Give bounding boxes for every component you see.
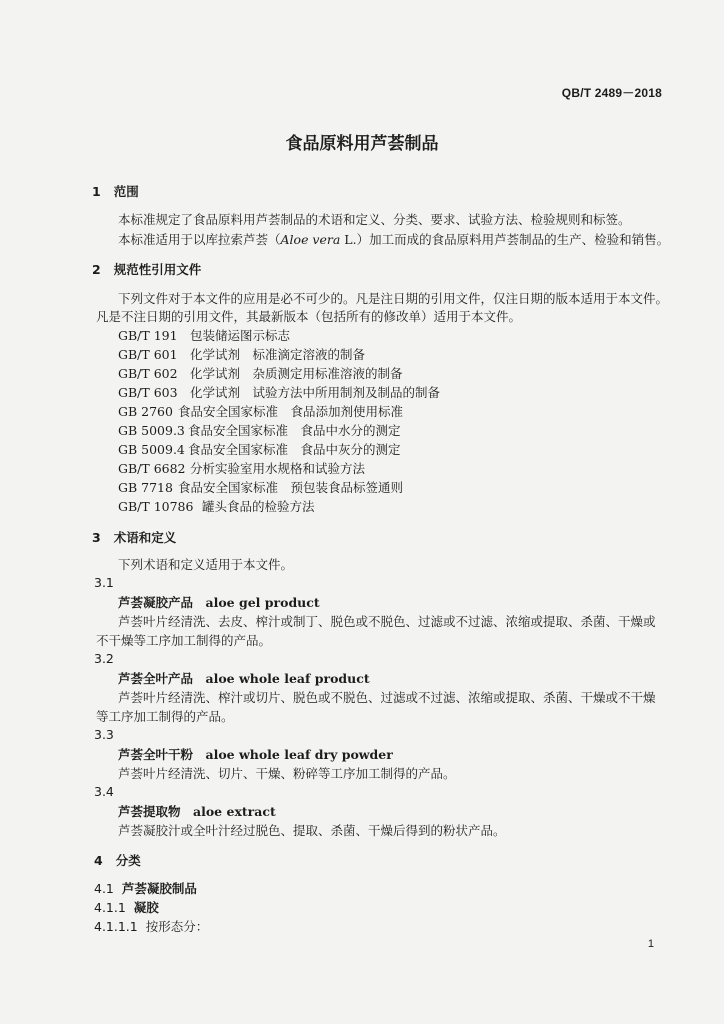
page-number: 1 xyxy=(647,938,654,950)
term-title: 芦荟全叶干粉 aloe whole leaf dry powder xyxy=(118,747,393,762)
term-number: 3.4 xyxy=(94,784,114,799)
ref-item: GB/T 6682 分析实验室用水规格和试验方法 xyxy=(118,461,366,476)
ref-item: GB 5009.3 食品安全国家标准 食品中水分的测定 xyxy=(118,423,401,438)
term-definition: 芦荟叶片经清洗、切片、干燥、粉碎等工序加工制得的产品。 xyxy=(118,766,456,781)
term-definition: 不干燥等工序加工制得的产品。 xyxy=(96,633,272,648)
term-definition: 芦荟叶片经清洗、榨汁或切片、脱色或不脱色、过滤或不过滤、浓缩或提取、杀菌、干燥或不干燥 xyxy=(118,690,656,705)
ref-item: GB 7718 食品安全国家标准 预包装食品标签通则 xyxy=(118,480,404,495)
ref-item: GB 2760 食品安全国家标准 食品添加剂使用标准 xyxy=(118,404,404,419)
ref-item: GB/T 602 化学试剂 杂质测定用标准溶液的制备 xyxy=(118,366,403,381)
term-definition: 芦荟叶片经清洗、去皮、榨汁或制丁、脱色或不脱色、过滤或不过滤、浓缩或提取、杀菌、干燥或 xyxy=(118,614,656,629)
section-2-para-2: 凡是不注日期的引用文件，其最新版本（包括所有的修改单）适用于本文件。 xyxy=(96,309,522,324)
ref-item: GB/T 603 化学试剂 试验方法中所用制剂及制品的制备 xyxy=(118,385,441,400)
ref-item: GB/T 191 包装储运图示标志 xyxy=(118,328,291,343)
term-definition: 等工序加工制得的产品。 xyxy=(96,709,234,724)
section-1-heading: 1 范围 xyxy=(92,184,139,199)
section-3-heading: 3 术语和定义 xyxy=(92,530,177,545)
section-4-1-1-heading: 4.1.1 凝胶 xyxy=(94,900,159,915)
section-4-1-1-1-heading: 4.1.1.1 按形态分： xyxy=(94,919,209,934)
document-title: 食品原料用芦荟制品 xyxy=(285,134,439,154)
ref-item: GB/T 601 化学试剂 标准滴定溶液的制备 xyxy=(118,347,366,362)
term-title: 芦荟凝胶产品 aloe gel product xyxy=(118,595,320,610)
term-number: 3.2 xyxy=(94,651,114,666)
section-1-para-2: 本标准适用于以库拉索芦荟（Aloe vera L.）加工而成的食品原料用芦荟制品的生产、检验和销售。 xyxy=(118,232,670,247)
ref-item: GB 5009.4 食品安全国家标准 食品中灰分的测定 xyxy=(118,442,401,457)
section-1-para-1: 本标准规定了食品原料用芦荟制品的术语和定义、分类、要求、试验方法、检验规则和标签。 xyxy=(118,212,631,227)
term-title: 芦荟提取物 aloe extract xyxy=(118,804,276,819)
term-title: 芦荟全叶产品 aloe whole leaf product xyxy=(118,671,370,686)
section-4-1-heading: 4.1 芦荟凝胶制品 xyxy=(94,881,197,896)
section-3-para-1: 下列术语和定义适用于本文件。 xyxy=(118,557,294,572)
term-number: 3.3 xyxy=(94,727,114,742)
section-4-heading: 4 分类 xyxy=(94,853,141,868)
standard-code: QB/T 2489－2018 xyxy=(561,86,662,100)
section-2-heading: 2 规范性引用文件 xyxy=(92,262,202,277)
term-number: 3.1 xyxy=(94,575,114,590)
section-2-para-1: 下列文件对于本文件的应用是必不可少的。凡是注日期的引用文件，仅注日期的版本适用于本文件。 xyxy=(118,291,669,306)
ref-item: GB/T 10786 罐头食品的检验方法 xyxy=(118,499,315,514)
term-definition: 芦荟凝胶汁或全叶汁经过脱色、提取、杀菌、干燥后得到的粉状产品。 xyxy=(118,823,506,838)
